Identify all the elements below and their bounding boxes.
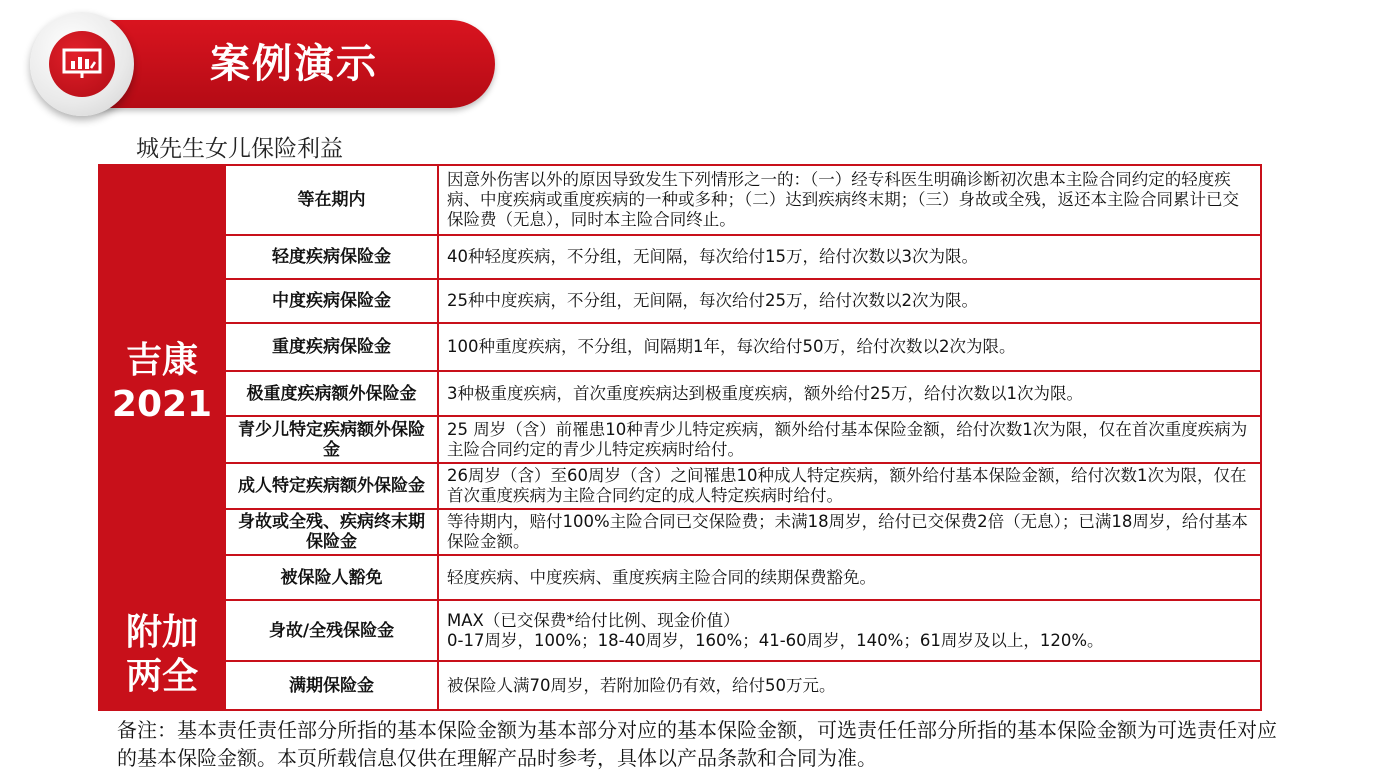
- row-desc: 25 周岁（含）前罹患10种青少儿特定疾病，额外给付基本保险金额，给付次数1次为限，仅在首次重度疾病为主险合同约定的青少儿特定疾病时给付。: [438, 416, 1261, 463]
- table-row: [99, 323, 1261, 371]
- row-desc: 26周岁（含）至60周岁（含）之间罹患10种成人特定疾病，额外给付基本保险金额，给付次数1次为限，仅在首次重度疾病为主险合同约定的成人特定疾病时给付。: [438, 463, 1261, 509]
- row-item: 被保险人豁免: [225, 555, 438, 600]
- section-subtitle: 城先生女儿保险利益: [136, 136, 343, 162]
- table-row: [99, 555, 1261, 600]
- row-desc: 被保险人满70周岁，若附加险仍有效，给付50万元。: [438, 661, 1261, 710]
- row-desc: 40种轻度疾病，不分组，无间隔，每次给付15万，给付次数以3次为限。: [438, 235, 1261, 279]
- presentation-chart-icon: [49, 31, 115, 97]
- row-item: 极重度疾病额外保险金: [225, 371, 438, 416]
- page-title: 案例演示: [210, 41, 378, 87]
- row-item: 轻度疾病保险金: [225, 235, 438, 279]
- row-desc: 轻度疾病、中度疾病、重度疾病主险合同的续期保费豁免。: [438, 555, 1261, 600]
- table-row: [99, 371, 1261, 416]
- table-row: [99, 165, 1261, 235]
- row-desc: MAX（已交保费*给付比例、现金价值） 0-17周岁，100%；18-40周岁，160%；41-60周岁，140%；61周岁及以上，120%。: [438, 600, 1261, 661]
- table-row: [99, 279, 1261, 323]
- row-desc: 3种极重度疾病，首次重度疾病达到极重度疾病，额外给付25万，给付次数以1次为限。: [438, 371, 1261, 416]
- table-row: [99, 463, 1261, 509]
- group-label-rider: 附加 两全: [99, 600, 225, 710]
- footnote: 备注：基本责任责任部分所指的基本保险金额为基本部分对应的基本保险金额，可选责任任部分所指的基本保险金额为可选责任对应的基本保险金额。本页所载信息仅供在理解产品时参考，具体以产品条款和合同为准。: [117, 718, 1277, 770]
- row-item: 成人特定疾病额外保险金: [225, 463, 438, 509]
- row-desc: 100种重度疾病，不分组，间隔期1年，每次给付50万，给付次数以2次为限。: [438, 323, 1261, 371]
- row-desc: 因意外伤害以外的原因导致发生下列情形之一的：（一）经专科医生明确诊断初次患本主险合同约定的轻度疾病、中度疾病或重度疾病的一种或多种；（二）达到疾病终末期；（三）身故或全残，返还本主险合同累计已交保险费（无息），同时本主险合同终止。: [438, 165, 1261, 235]
- row-item: 等在期内: [225, 165, 438, 235]
- row-item: 重度疾病保险金: [225, 323, 438, 371]
- row-desc: 等待期内，赔付100%主险合同已交保险费；未满18周岁，给付已交保费2倍（无息）；已满18周岁，给付基本保险金额。: [438, 509, 1261, 555]
- row-item: 青少儿特定疾病额外保险金: [225, 416, 438, 463]
- table-row: [99, 600, 1261, 661]
- table-row: [99, 509, 1261, 555]
- row-desc: 25种中度疾病，不分组，无间隔，每次给付25万，给付次数以2次为限。: [438, 279, 1261, 323]
- benefits-table: [98, 164, 1262, 711]
- row-item: 中度疾病保险金: [225, 279, 438, 323]
- title-badge: [30, 12, 134, 116]
- row-item: 身故或全残、疾病终末期保险金: [225, 509, 438, 555]
- table-row: [99, 416, 1261, 463]
- table-row: [99, 235, 1261, 279]
- row-item: 身故/全残保险金: [225, 600, 438, 661]
- row-item: 满期保险金: [225, 661, 438, 710]
- group-label-main: 吉康 2021: [99, 165, 225, 600]
- table-row: [99, 661, 1261, 710]
